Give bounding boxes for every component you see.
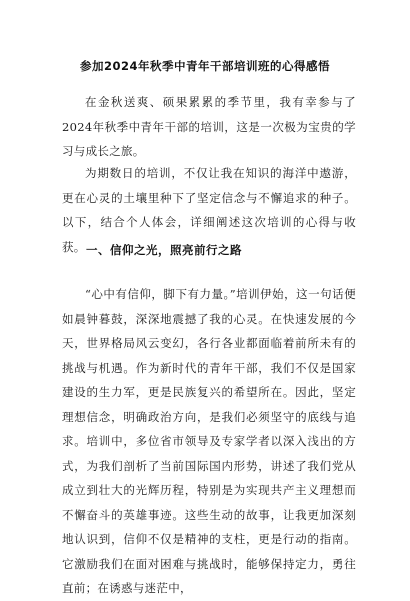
section-heading: 一、信仰之光，照亮前行之路 — [86, 243, 242, 257]
document-title: 参加2024年秋季中青年干部培训班的心得感悟 — [79, 59, 330, 73]
section-paragraph: “心中有信仰，脚下有力量。”培训伊始，这一句话便如晨钟暮鼓，深深地震撼了我的心灵。在快速发展的今天，世界格局风云变幻，各行各业都面临着前所未有的挑战与机遇。作为新时代的青年干部，我们不仅是国家建设的生力军，更是民族复兴的希望所在。因此，坚定理想信念，明确政治方向，是我们必须坚守的底线与追求。培训中，多位省市领导及专家学者以深入浅出的方式，为我们剖析了当前国际国内形势，讲述了我们党从成立到壮大的光辉历程，特别是为实现共产主义理想而不懈奋斗的英雄事迹。这些生动的故事，让我更加深刻地认识到，信仰不仅是精神的支柱，更是行动的指南。它激励我们在面对困难与挑战时，能够保持定力，勇往直前；在诱惑与迷茫中， — [62, 287, 356, 595]
overview-paragraph: 为期数日的培训，不仅让我在知识的海洋中遨游，更在心灵的土壤里种下了坚定信念与不懈追求的种子。以下，结合个人体会，详细阐述这次培训的心得与收获。 — [62, 166, 356, 254]
intro-paragraph: 在金秋送爽、硕果累累的季节里，我有幸参与了2024年秋季中青年干部的培训，这是一次极为宝贵的学习与成长之旅。 — [62, 95, 356, 158]
